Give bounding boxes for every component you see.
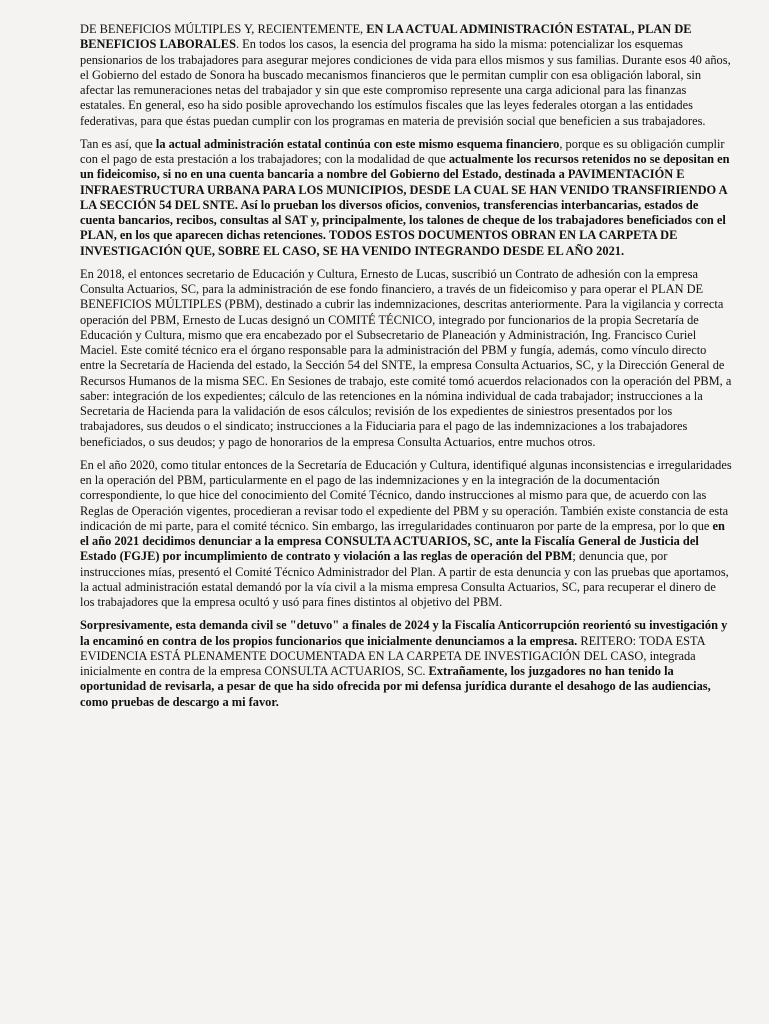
paragraph-2-segment-2: la actual administración estatal continúa con este mismo esquema financiero (155, 136, 560, 151)
paragraph-4-segment-1: En el año 2020, como titular entonces de la Secretaría de Educación y Cultura, identifiqué algunas inconsistencias e irregularidades en la operación del PBM, particularmente en el pago de las indemnizaciones y en la integración de la documentación correspondiente, lo que hice del conocimiento del Comité Técnico, dando instrucciones al mismo para que, de acuerdo con las Reglas de Operación vigentes, procedieran a revisar todo el expediente del PBM y su operación. También existe constancia de esta indicación de mi parte, para el comité técnico. Sin embargo, las irregularidades continuaron por parte de la empresa, por lo que (80, 457, 732, 533)
paragraph-3-segment-1: En 2018, el entonces secretario de Educación y Cultura, Ernesto de Lucas, suscribió un Contrato de adhesión con la empresa Consulta Actuarios, SC, para la administración de ese fondo financiero, a través de un fideicomiso y para operar el PLAN DE BENEFICIOS MÚLTIPLES (PBM), destinado a cubrir las indemnizaciones, descritas anteriormente. Para la vigilancia y correcta operación del PBM, Ernesto de Lucas designó un COMITÉ TÉCNICO, integrado por funcionarios de la propia Secretaría de Educación y Cultura, mismo que era encabezado por el Subsecretario de Planeación y Administración, Ing. Francisco Curiel Maciel. Este comité técnico era el órgano responsable para la administración del PBM y fungía, además, como vínculo directo entre la Secretaría de Hacienda del estado, la Sección 54 del SNTE, la empresa Consulta Actuarios, SC, y la Dirección General de Recursos Humanos de la misma SEC. En Sesiones de trabajo, este comité tomó acuerdos relacionados con la operación del PBM, a saber: integración de los expedientes; cálculo de las retenciones en la nómina individual de cada trabajador; instrucciones a la Secretaria de Hacienda para la validación de esos cálculos; revisión de los expedientes de siniestros presentados por los trabajadores, sus deudos o el sindicato; instrucciones a la Fiduciaria para el pago de las indemnizaciones a los trabajadores beneficiados, o sus deudos; y pago de honorarios de la empresa Consulta Actuarios, entre muchos otros. (80, 266, 732, 449)
paragraph-1-segment-1: DE BENEFICIOS MÚLTIPLES Y, RECIENTEMENTE, (80, 22, 367, 36)
paragraph-2-segment-4: actualmente los recursos retenidos no se depositan en un fideicomiso, si no en una cuenta bancaria a nombre del Gobierno del Estado, destinada a PAVIMENTACIÓN E INFRAESTRUCTURA URBANA PARA LOS MUNICIPIOS, DESDE LA CUAL SE HAN VENIDO TRANSFIRIENDO A LA SECCIÓN 54 DEL SNTE. Así lo prueban los diversos oficios, convenios, transferencias interbancarias, estados de cuenta bancarios, recibos, consultas al SAT y, principalmente, los talones de cheque de los trabajadores beneficiados con el PLAN, en los que aparecen dichas retenciones. TODOS ESTOS DOCUMENTOS OBRAN EN LA CARPETA DE INVESTIGACIÓN QUE, SOBRE EL CASO, SE HA VENIDO INTEGRANDO DESDE EL AÑO 2021. (80, 152, 730, 258)
paragraph-4 (80, 458, 733, 611)
paragraph-5 (80, 618, 733, 710)
paragraph-2-segment-3: , porque es su obligación cumplir con el pago de esta prestación a los trabajadores; con la modalidad de que (80, 136, 725, 166)
paragraph-5-segment-1: Sorpresivamente, esta demanda civil se "detuvo" a finales de 2024 y la Fiscalía Anticorrupción reorientó su investigación y la encaminó en contra de los propios funcionarios que inicialmente denunciamos a la empresa. (80, 618, 728, 648)
paragraph-2 (80, 137, 733, 259)
paragraph-5-segment-2: REITERO: TODA ESTA EVIDENCIA ESTÁ PLENAMENTE DOCUMENTADA EN LA CARPETA DE INVESTIGACIÓN DEL CASO, integrada inicialmente en contra de la empresa CONSULTA ACTUARIOS, SC. (80, 633, 705, 678)
paragraph-1-segment-3: . En todos los casos, la esencia del programa ha sido la misma: potencializar los esquemas pensionarios de los trabajadores para asegurar mejores condiciones de vida para ellos mismos y sus familias. Durante esos 40 años, el Gobierno del estado de Sonora ha buscado mecanismos financieros que le permitan cumplir con esa obligación laboral, sin afectar las remuneraciones netas del trabajador y sin que este compromiso represente una carga adicional para las finanzas estatales. En general, eso ha sido posible aprovechando los estímulos fiscales que las leyes federales otorgan a las entidades federativas, para que éstas puedan cumplir con los programas en materia de previsión social que beneficien a sus trabajadores. (80, 37, 731, 128)
paragraph-4-segment-2: en el año 2021 decidimos denunciar a la empresa CONSULTA ACTUARIOS, SC, ante la Fiscalía General de Justicia del Estado (FGJE) por incumplimiento de contrato y violación a las reglas de operación del PBM (80, 518, 725, 564)
paragraph-4-segment-3: ; denuncia que, por instrucciones mías, presentó el Comité Técnico Administrador del Plan. A partir de esta denuncia y con las pruebas que aportamos, la actual administración estatal demandó por la vía civil a la misma empresa Consulta Actuarios, SC, para recuperar el dinero de los trabajadores que la empresa ocultó y usó para fines distintos al objetivo del PBM. (80, 549, 729, 609)
paragraph-3 (80, 267, 733, 450)
paragraph-5-segment-3: Extrañamente, los juzgadores no han tenido la oportunidad de revisarla, a pesar de que ha sido ofrecida por mi defensa jurídica durante el desahogo de las audiencias, como pruebas de descargo a mi favor. (80, 664, 711, 709)
paragraph-2-segment-1: Tan es así, que (80, 136, 156, 151)
paragraph-1 (80, 22, 733, 129)
paragraph-1-segment-2: EN LA ACTUAL ADMINISTRACIÓN ESTATAL, PLAN DE BENEFICIOS LABORALES (80, 22, 692, 52)
